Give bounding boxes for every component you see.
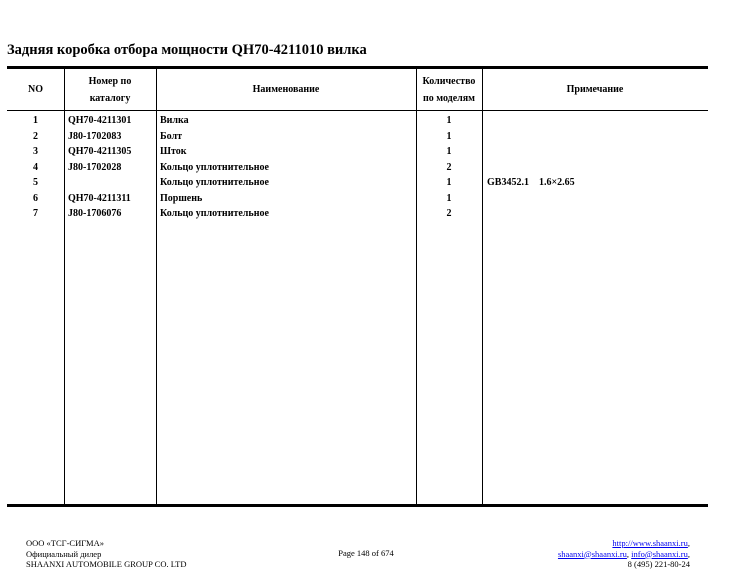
header-qty-line2: по моделям <box>423 92 475 104</box>
cell-qty: 1 <box>446 130 452 142</box>
cell-qty: 1 <box>446 192 452 204</box>
header-catalog-line2: каталогу <box>89 92 131 104</box>
website-link[interactable]: http://www.shaanxi.ru <box>612 538 688 548</box>
parts-table <box>7 66 708 507</box>
cell-name: Кольцо уплотнительное <box>160 208 269 219</box>
cell-no: 5 <box>33 177 38 188</box>
header-divider <box>7 110 708 111</box>
header-no: NO <box>28 84 43 95</box>
table-row <box>7 129 708 145</box>
cell-name: Болт <box>160 130 183 142</box>
cell-catalog: J80-1706076 <box>68 208 122 219</box>
cell-catalog: J80-1702028 <box>68 161 122 173</box>
table-row <box>7 175 708 191</box>
header-note: Примечание <box>566 84 624 95</box>
website-suffix: , <box>687 538 690 548</box>
table-row <box>7 206 708 222</box>
cell-catalog: J80-1702083 <box>68 130 122 142</box>
cell-no: 3 <box>33 146 38 157</box>
cell-name: Кольцо уплотнительное <box>160 177 269 188</box>
header-qty-line1: Количество <box>422 75 476 87</box>
table-row <box>7 160 708 176</box>
page-title: Задняя коробка отбора мощности QH70-4211010 вилка <box>7 42 367 58</box>
header-catalog-line1: Номер по <box>88 75 132 87</box>
cell-catalog: QH70-4211311 <box>68 192 131 204</box>
table-row <box>7 191 708 207</box>
email-suffix: , <box>687 548 690 559</box>
cell-qty: 1 <box>446 146 452 157</box>
footer-phone: 8 (495) 221-80-24 <box>627 559 690 569</box>
header-quantity <box>416 69 482 110</box>
cell-name: Поршень <box>160 192 203 204</box>
footer-manufacturer: SHAANXI AUTOMOBILE GROUP CO. LTD <box>26 559 187 569</box>
table-row <box>7 144 708 160</box>
cell-catalog: QH70-4211301 <box>68 115 132 126</box>
email-link-info[interactable]: info@shaanxi.ru <box>631 548 688 559</box>
cell-qty: 1 <box>446 177 452 188</box>
footer-website-line <box>558 538 690 549</box>
footer-dealer: Официальный дилер <box>26 548 102 559</box>
cell-no: 4 <box>33 161 38 173</box>
cell-no: 1 <box>33 115 38 126</box>
footer-email-line <box>558 549 690 560</box>
cell-no: 2 <box>33 130 38 142</box>
email-separator: , <box>626 548 632 559</box>
table-row <box>7 113 708 129</box>
cell-qty: 2 <box>446 161 452 173</box>
cell-name: Кольцо уплотнительное <box>160 161 269 173</box>
cell-qty: 1 <box>446 115 452 126</box>
cell-qty: 2 <box>446 208 452 219</box>
cell-name: Шток <box>160 146 187 157</box>
cell-no: 6 <box>33 192 38 204</box>
cell-note: GB3452.1 1.6×2.65 <box>487 177 575 188</box>
email-link-shaanxi[interactable]: shaanxi@shaanxi.ru <box>557 548 627 559</box>
cell-no: 7 <box>33 208 38 219</box>
cell-name: Вилка <box>160 115 189 126</box>
header-catalog-number <box>64 69 156 110</box>
header-name: Наименование <box>252 84 320 95</box>
footer-company: ООО «ТСГ-СИГМА» <box>26 538 104 548</box>
cell-catalog: QH70-4211305 <box>68 146 132 157</box>
footer-page-number: Page 148 of 674 <box>338 548 394 558</box>
footer-contacts <box>558 538 690 570</box>
